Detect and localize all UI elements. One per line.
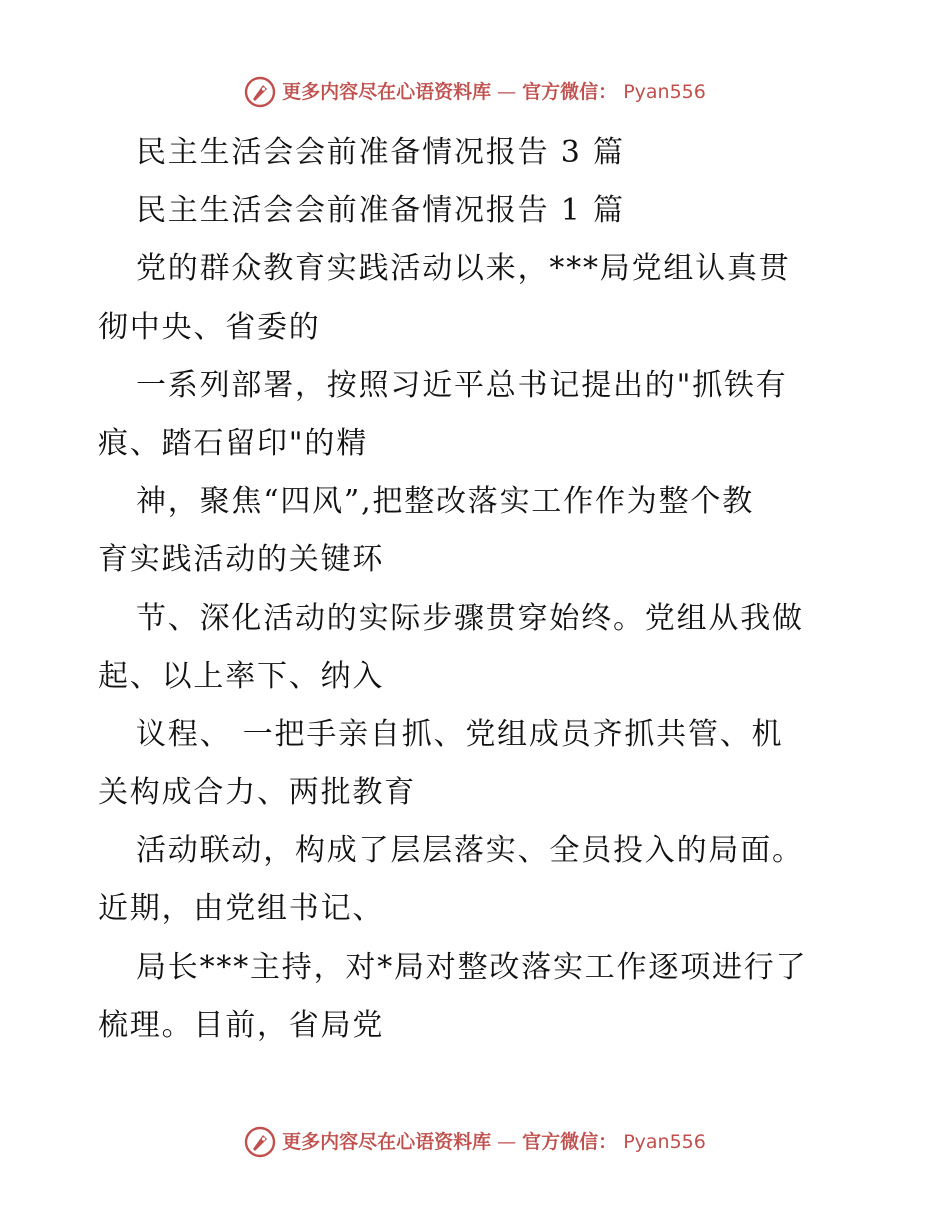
doc-text-line: 彻中央、省委的: [98, 309, 321, 345]
doc-text-line: 一系列部署，按照习近平总书记提出的"抓铁有: [136, 367, 788, 403]
banner-wechat-label: 官方微信：: [522, 1131, 618, 1153]
doc-text-line: 党的群众教育实践活动以来，***局党组认真贯: [136, 251, 791, 287]
footer-banner: [0, 1126, 950, 1158]
header-banner: [0, 76, 950, 108]
document-body: [98, 124, 838, 1055]
doc-text-line: 痕、踏石留印"的精: [98, 425, 368, 461]
doc-text-line: 关构成合力、两批教育: [98, 775, 416, 811]
pen-nib-logo-icon: [244, 1126, 276, 1158]
doc-text-line: 局长***主持，对*局对整改落实工作逐项进行了: [136, 949, 808, 985]
doc-text-line: 梳理。目前，省局党: [98, 1007, 385, 1043]
doc-text-line: 活动联动，构成了层层落实、全员投入的局面。: [136, 833, 804, 869]
banner-dash: —: [497, 81, 517, 103]
banner-brand-text: 更多内容尽在心语资料库: [282, 1131, 492, 1153]
doc-subtitle-line: 民主生活会会前准备情况报告 1 篇: [136, 193, 625, 229]
doc-text-line: 起、以上率下、纳入: [98, 658, 385, 694]
banner-wechat-label: 官方微信：: [522, 81, 618, 103]
banner-dash: —: [497, 1131, 517, 1153]
doc-text-line: 近期，由党组书记、: [98, 891, 385, 927]
doc-text-line: 节、深化活动的实际步骤贯穿始终。党组从我做: [136, 600, 804, 636]
doc-text-line: 育实践活动的关键环: [98, 542, 385, 578]
banner-brand-text: 更多内容尽在心语资料库: [282, 81, 492, 103]
banner-wechat-id: Pyan556: [623, 81, 706, 103]
banner-wechat-id: Pyan556: [623, 1131, 706, 1153]
doc-text-line: 神，聚焦“四风”,把整改落实工作作为整个教: [136, 484, 755, 520]
pen-nib-logo-icon: [244, 76, 276, 108]
doc-title-line: 民主生活会会前准备情况报告 3 篇: [136, 135, 625, 170]
doc-text-line: 议程、 一把手亲自抓、党组成员齐抓共管、机: [136, 716, 784, 752]
